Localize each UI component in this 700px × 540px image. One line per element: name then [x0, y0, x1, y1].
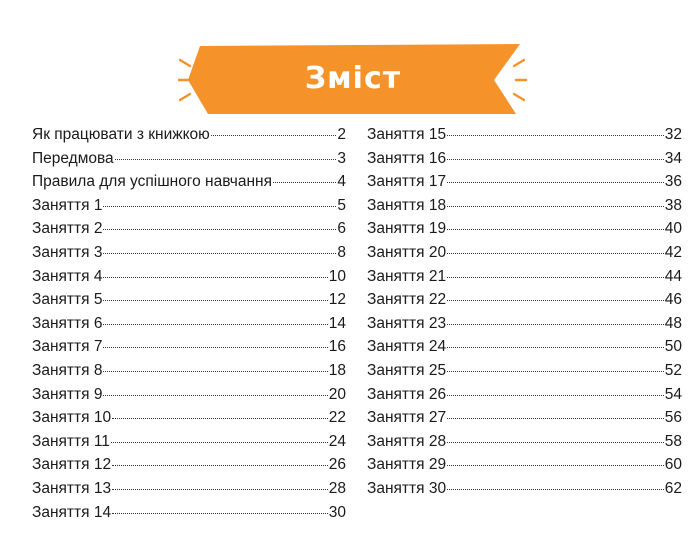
- toc-entry-page-number: 40: [664, 220, 682, 238]
- toc-entry-title: Заняття 27: [367, 409, 447, 427]
- toc-entry-title: Заняття 11: [32, 432, 110, 450]
- toc-dot-leader: [447, 489, 664, 490]
- toc-entry: [32, 173, 346, 197]
- toc-entry-title: Заняття 12: [32, 456, 112, 474]
- toc-entry-title: Заняття 19: [367, 220, 447, 238]
- toc-entry-page-number: 5: [337, 196, 346, 214]
- toc-entry: [367, 362, 682, 386]
- toc-dot-leader: [447, 135, 664, 136]
- toc-entry-title: Заняття 29: [367, 456, 447, 474]
- toc-entry: [367, 197, 682, 221]
- toc-entry-page-number: 28: [328, 479, 346, 497]
- toc-entry-title: Заняття 24: [367, 338, 447, 356]
- toc-entry: [32, 386, 346, 410]
- toc-dot-leader: [447, 182, 664, 183]
- toc-entry: [32, 315, 346, 339]
- toc-entry-title: Заняття 15: [367, 126, 447, 143]
- toc-entry-title: Заняття 3: [32, 243, 103, 261]
- toc-dot-leader: [115, 159, 337, 160]
- toc-entry: [32, 362, 346, 386]
- toc-dot-leader: [273, 182, 336, 183]
- toc-entry-page-number: 2: [337, 126, 346, 143]
- toc-dot-leader: [447, 395, 664, 396]
- toc-entry-title: Заняття 16: [367, 149, 447, 167]
- toc-entry-title: Передмова: [32, 149, 114, 167]
- toc-entry: [367, 268, 682, 292]
- toc-dot-leader: [103, 347, 327, 348]
- toc-entry-title: Заняття 25: [367, 361, 447, 379]
- toc-entry-page-number: 18: [328, 361, 346, 379]
- toc-entry-page-number: 10: [328, 267, 346, 285]
- toc-entry-title: Заняття 9: [32, 385, 103, 403]
- toc-entry-title: Заняття 14: [32, 503, 112, 521]
- toc-entry-title: Заняття 2: [32, 220, 103, 238]
- toc-entry: [367, 173, 682, 197]
- toc-dot-leader: [112, 513, 328, 514]
- toc-entry-page-number: 20: [328, 385, 346, 403]
- toc-dot-leader: [103, 371, 327, 372]
- toc-entry-title: Заняття 7: [32, 338, 103, 356]
- toc-entry: [32, 409, 346, 433]
- toc-entry-page-number: 56: [664, 409, 682, 427]
- title-banner: [178, 38, 528, 120]
- toc-dot-leader: [211, 135, 337, 136]
- toc-entry-title: Заняття 1: [32, 196, 103, 214]
- toc-dot-leader: [447, 229, 664, 230]
- toc-entry: [32, 268, 346, 292]
- toc-entry-title: Правила для успішного навчання: [32, 173, 272, 191]
- toc-entry: [32, 126, 346, 150]
- toc-dot-leader: [447, 371, 664, 372]
- toc-entry-title: Заняття 10: [32, 409, 112, 427]
- toc-entry: [367, 220, 682, 244]
- toc-entry-page-number: 30: [328, 503, 346, 521]
- toc-entry-page-number: 22: [328, 409, 346, 427]
- toc-dot-leader: [447, 253, 664, 254]
- toc-dot-leader: [103, 395, 327, 396]
- toc-entry: [367, 409, 682, 433]
- toc-dot-leader: [103, 229, 336, 230]
- toc-entry-title: Заняття 4: [32, 267, 103, 285]
- toc-entry-title: Заняття 22: [367, 291, 447, 309]
- toc-dot-leader: [447, 418, 664, 419]
- toc-entry-title: Заняття 20: [367, 243, 447, 261]
- toc-entry-page-number: 26: [328, 456, 346, 474]
- toc-entry: [367, 480, 682, 504]
- toc-entry-page-number: 58: [664, 432, 682, 450]
- toc-entry-page-number: 6: [337, 220, 346, 238]
- toc-dot-leader: [447, 324, 664, 325]
- toc-entry-page-number: 42: [664, 243, 682, 261]
- toc-entry-page-number: 16: [328, 338, 346, 356]
- toc-dot-leader: [447, 206, 664, 207]
- toc-entry-page-number: 38: [664, 196, 682, 214]
- toc-entry-page-number: 50: [664, 338, 682, 356]
- toc-dot-leader: [447, 347, 664, 348]
- toc-entry: [32, 244, 346, 268]
- toc-entry-page-number: 8: [337, 243, 346, 261]
- toc-entry: [367, 338, 682, 362]
- toc-entry-title: Заняття 30: [367, 479, 447, 497]
- toc-entry-page-number: 4: [337, 173, 346, 191]
- toc-entry-title: Заняття 26: [367, 385, 447, 403]
- toc-entry-page-number: 44: [664, 267, 682, 285]
- toc-entry-title: Заняття 5: [32, 291, 103, 309]
- toc-entry: [32, 291, 346, 315]
- toc-dot-leader: [103, 300, 327, 301]
- toc-entry-page-number: 36: [664, 173, 682, 191]
- toc-dot-leader: [111, 442, 328, 443]
- toc-entry: [32, 197, 346, 221]
- toc-entry: [367, 244, 682, 268]
- toc-entry: [367, 150, 682, 174]
- toc-dot-leader: [447, 442, 664, 443]
- toc-dot-leader: [447, 277, 664, 278]
- toc-entry-page-number: 46: [664, 291, 682, 309]
- toc-entry-title: Заняття 13: [32, 479, 112, 497]
- toc-dot-leader: [447, 300, 664, 301]
- toc-entry: [32, 456, 346, 480]
- toc-dot-leader: [112, 465, 328, 466]
- toc-entry-title: Заняття 21: [367, 267, 447, 285]
- toc-entry-page-number: 3: [337, 149, 346, 167]
- toc-entry: [32, 433, 346, 457]
- toc-entry: [32, 338, 346, 362]
- toc-entry-title: Заняття 8: [32, 361, 103, 379]
- toc-entry-title: Заняття 6: [32, 314, 103, 332]
- toc-dot-leader: [103, 324, 327, 325]
- toc-entry-page-number: 32: [664, 126, 682, 143]
- toc-entry-title: Як працювати з книжкою: [32, 126, 210, 143]
- page-title: Зміст: [304, 61, 402, 96]
- toc-entry-page-number: 24: [328, 432, 346, 450]
- toc-column-right: [367, 126, 682, 504]
- toc-entry: [367, 433, 682, 457]
- toc-entry: [32, 480, 346, 504]
- toc-dot-leader: [447, 159, 664, 160]
- toc-dot-leader: [112, 418, 328, 419]
- toc-entry: [367, 126, 682, 150]
- toc-entry: [32, 150, 346, 174]
- toc-entry-title: Заняття 28: [367, 432, 447, 450]
- toc-entry-page-number: 62: [664, 479, 682, 497]
- toc-dot-leader: [103, 206, 336, 207]
- toc-entry: [32, 504, 346, 528]
- toc-entry: [367, 315, 682, 339]
- toc-entry: [32, 220, 346, 244]
- toc-entry-page-number: 48: [664, 314, 682, 332]
- toc-entry: [367, 456, 682, 480]
- toc-entry-title: Заняття 17: [367, 173, 447, 191]
- toc-entry: [367, 291, 682, 315]
- toc-entry-title: Заняття 18: [367, 196, 447, 214]
- toc-entry: [367, 386, 682, 410]
- toc-dot-leader: [103, 277, 327, 278]
- toc-entry-page-number: 54: [664, 385, 682, 403]
- toc-entry-page-number: 60: [664, 456, 682, 474]
- toc-dot-leader: [447, 465, 664, 466]
- toc-entry-page-number: 34: [664, 149, 682, 167]
- toc-entry-page-number: 14: [328, 314, 346, 332]
- toc-dot-leader: [103, 253, 336, 254]
- toc-dot-leader: [112, 489, 328, 490]
- toc-column-left: [32, 126, 346, 527]
- toc-entry-page-number: 52: [664, 361, 682, 379]
- toc-entry-page-number: 12: [328, 291, 346, 309]
- toc-entry-title: Заняття 23: [367, 314, 447, 332]
